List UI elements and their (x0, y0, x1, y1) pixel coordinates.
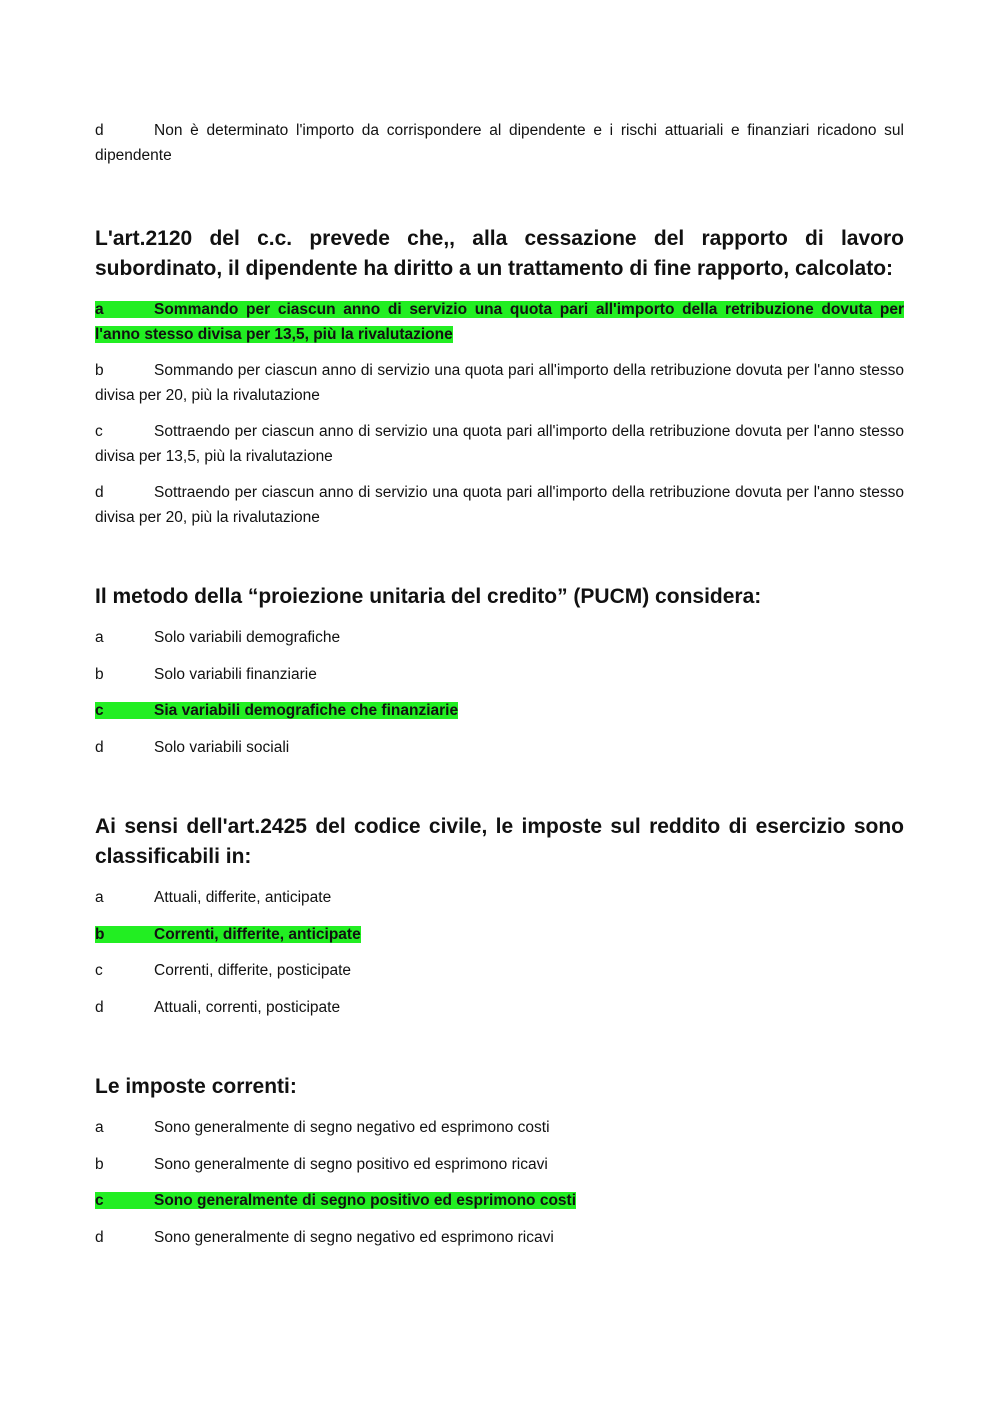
answer-letter: b (95, 665, 104, 683)
answer-text: Attuali, correnti, posticipate (154, 998, 341, 1016)
answer-a (95, 1116, 904, 1141)
answer-text: Non è determinato l'importo da corrispondere al dipendente e i rischi attuariali e finanziari ricadono sul dipendente (95, 122, 904, 164)
answer-d (95, 996, 904, 1021)
answer-letter: d (95, 122, 104, 139)
question-block (95, 812, 904, 1020)
answer-a (95, 886, 904, 911)
answer-c (95, 420, 904, 469)
document-page (95, 119, 904, 1262)
question-block (95, 582, 904, 760)
answer-d (95, 736, 904, 761)
question-text: L'art.2120 del c.c. prevede che,, alla cessazione del rapporto di lavoro subordinato, il dipendente ha diritto a un trattamento di fine rapporto, calcolato: (95, 227, 904, 280)
answer-text: Sono generalmente di segno negativo ed esprimono costi (154, 1119, 550, 1136)
answer-b (95, 359, 904, 408)
answer-letter: c (95, 702, 104, 719)
answer-text: Sia variabili demografiche che finanziarie (154, 702, 459, 719)
answer-text: Sono generalmente di segno negativo ed esprimono ricavi (154, 1228, 554, 1246)
answer-d (95, 1226, 904, 1251)
answer-b (95, 1153, 904, 1178)
answer-text: Correnti, differite, posticipate (154, 962, 352, 979)
answer-text: Attuali, differite, anticipate (154, 889, 332, 906)
answer-letter: a (95, 889, 104, 906)
answer-text: Sommando per ciascun anno di servizio una quota pari all'importo della retribuzione dovuta per l'anno stesso divisa per 13,5, più la rivalutazione (95, 301, 904, 343)
highlight (95, 301, 904, 343)
answer-letter: c (95, 1192, 104, 1209)
answer-letter: d (95, 738, 104, 756)
answer-text: Sottraendo per ciascun anno di servizio una quota pari all'importo della retribuzione dovuta per l'anno stesso divisa per 20, più la rivalutazione (95, 484, 904, 526)
answer-letter: c (95, 423, 103, 440)
answer-letter: c (95, 962, 103, 979)
answer-text: Sottraendo per ciascun anno di servizio una quota pari all'importo della retribuzione dovuta per l'anno stesso divisa per 13,5, più la rivalutazione (95, 423, 904, 465)
question-text: Ai sensi dell'art.2425 del codice civile, le imposte sul reddito di esercizio sono classificabili in: (95, 815, 904, 868)
answer-b-correct (95, 923, 904, 948)
question-block (95, 1072, 904, 1250)
answer-letter: a (95, 629, 104, 646)
answer-text: Sono generalmente di segno positivo ed esprimono costi (154, 1192, 577, 1209)
answer-c-correct (95, 699, 904, 724)
answer-letter: b (95, 362, 104, 379)
answer-text: Sono generalmente di segno positivo ed esprimono ricavi (154, 1155, 548, 1173)
question-block (95, 224, 904, 530)
answer-letter: a (95, 301, 104, 318)
answer-letter: d (95, 484, 104, 501)
answer-letter: d (95, 998, 104, 1016)
answer-text: Solo variabili sociali (154, 738, 290, 756)
answer-c (95, 959, 904, 984)
highlight (95, 702, 458, 719)
answer-letter: b (95, 1155, 104, 1173)
highlight (95, 1192, 576, 1209)
highlight (95, 926, 361, 943)
answer-letter: d (95, 1228, 104, 1246)
answer-a (95, 626, 904, 651)
answer-letter: b (95, 925, 105, 943)
answer-text: Solo variabili demografiche (154, 629, 341, 646)
answer-a-correct (95, 298, 904, 347)
answer-letter: a (95, 1119, 104, 1136)
answer-b (95, 663, 904, 688)
answer-c-correct (95, 1189, 904, 1214)
answer-text: Solo variabili finanziarie (154, 665, 317, 683)
question-text: Le imposte correnti: (95, 1075, 297, 1098)
answer-text: Sommando per ciascun anno di servizio una quota pari all'importo della retribuzione dovuta per l'anno stesso divisa per 20, più la rivalutazione (95, 362, 904, 404)
answer-text: Correnti, differite, anticipate (154, 925, 361, 943)
question-text: Il metodo della “proiezione unitaria del credito” (PUCM) considera: (95, 585, 762, 608)
answer-d (95, 119, 904, 168)
answer-d (95, 481, 904, 530)
